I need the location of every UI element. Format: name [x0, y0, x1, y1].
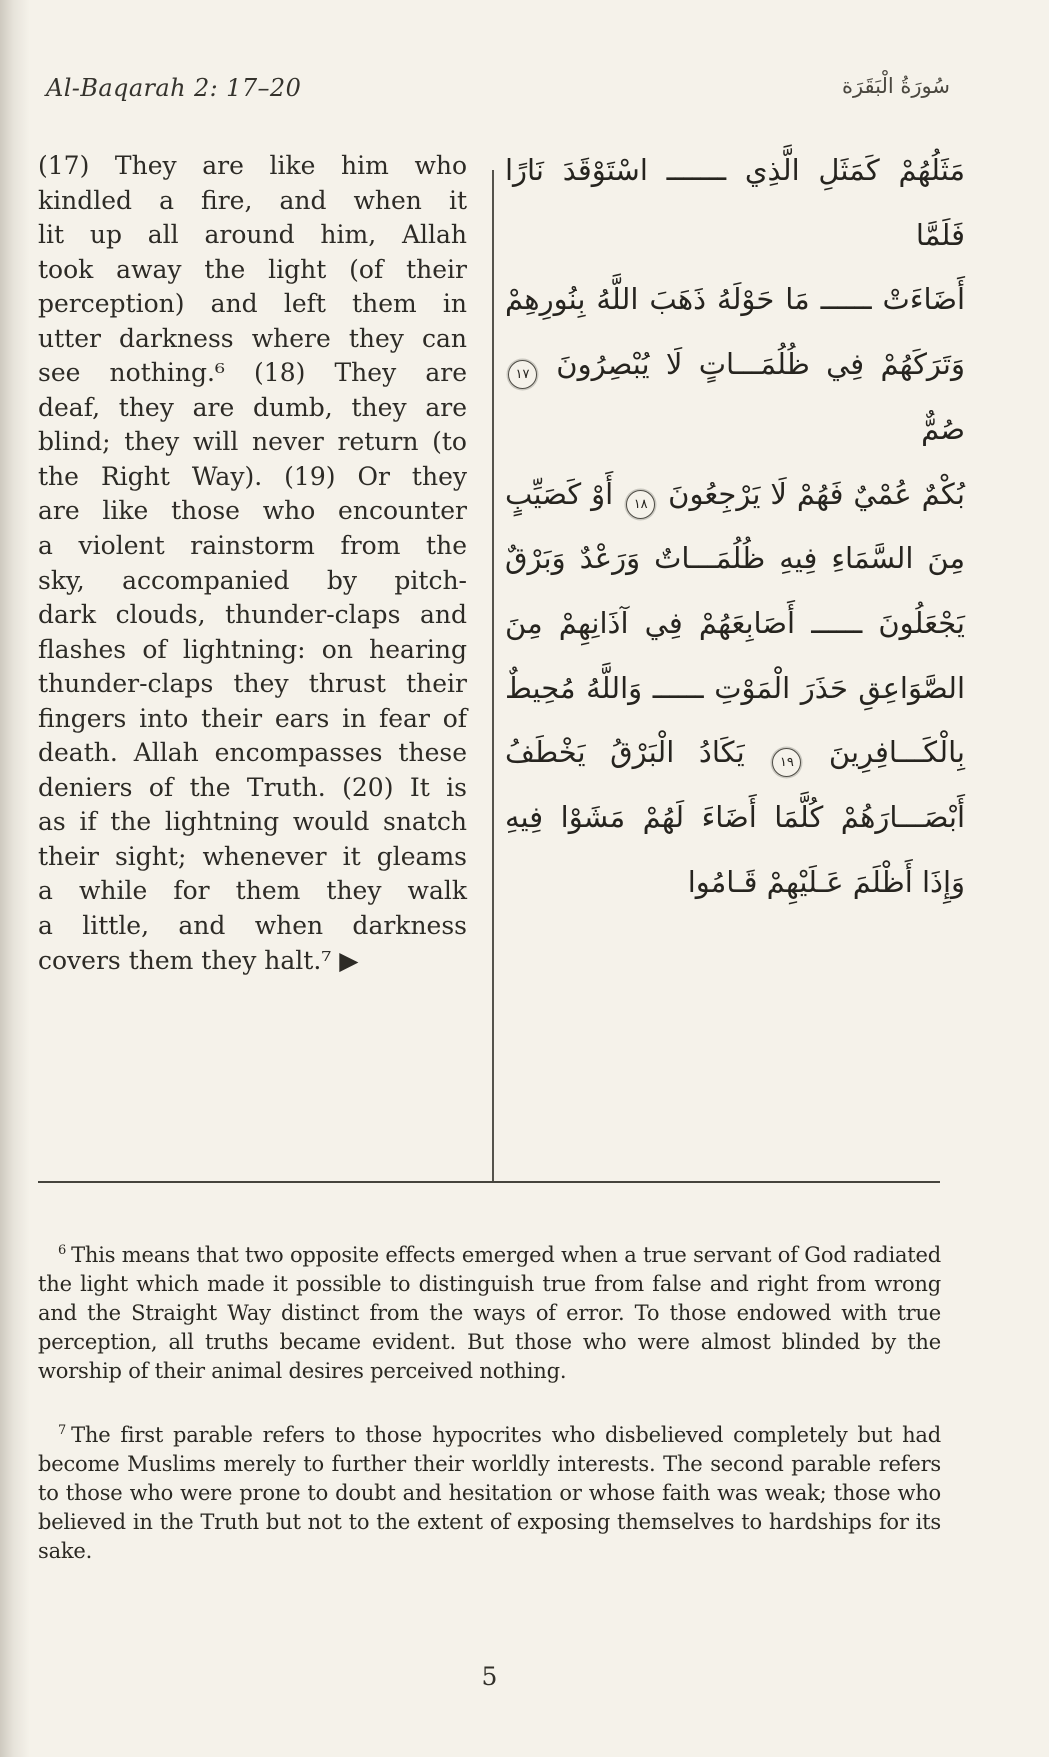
translation-line: a while for them they walk [38, 876, 467, 906]
translation-line: death. Allah encompasses these [38, 738, 467, 768]
translation-line: are like those who encounter [38, 496, 467, 526]
arabic-text-segment: أَضَاءَتْ ــــــ مَا حَوْلَهُ ذَهَبَ اللَّهُ بِنُورِهِمْ [505, 282, 965, 317]
arabic-text-segment: بُكْمٌ عُمْيٌ فَهُمْ لَا يَرْجِعُونَ [658, 476, 965, 511]
translation-line: utter darkness where they can [38, 323, 467, 353]
arabic-column [505, 138, 965, 914]
translation-line: flashes of lightning: on hearing [38, 634, 467, 664]
footnote-7-text: The first parable refers to those hypocrites who disbelieved completely but had become Muslims merely to further their worldly interests. The second parable refers to those who were prone to doubt and hesitation or whose faith was weak; those who believed in the Truth but not to the extent of exposing themselves to hardships for its sake. [38, 1423, 941, 1563]
footnotes-section [38, 1236, 941, 1566]
translation-line: a violent rainstorm from the [38, 531, 467, 561]
arabic-text-segment: وَإِذَا أَظْلَمَ عَـلَيْهِمْ قَـامُوا [687, 864, 965, 899]
footnote-7-marker: 7 [58, 1423, 67, 1438]
translation-line: as if the lightning would snatch [38, 807, 467, 837]
translation-line: deaf, they are dumb, they are [38, 392, 467, 422]
arabic-text-segment: مَثَلُهُمْ كَمَثَلِ الَّذِي ـــــــ اسْتَوْقَدَ نَارًا فَلَمَّا [505, 153, 965, 252]
arabic-text-segment: يَجْعَلُونَ ــــــ أَصَابِعَهُمْ فِي آذَانِهِمْ مِنَ [505, 605, 965, 640]
arabic-text-segment: بِالْكَـــافِرِينَ [804, 735, 965, 770]
translation-line: blind; they will never return (to [38, 427, 467, 457]
translation-line: deniers of the Truth. (20) It is [38, 772, 467, 802]
arabic-text-segment: أَوْ كَصَيِّبٍ [505, 476, 624, 511]
translation-line: see nothing.⁶ (18) They are [38, 358, 467, 388]
translation-line: their sight; whenever it gleams [38, 841, 467, 871]
arabic-line [505, 267, 965, 332]
ayah-number-marker: ١٩ [772, 748, 801, 777]
translation-line: covers them they halt.⁷ ▶ [38, 945, 359, 975]
arabic-text-segment: صُمٌّ [921, 411, 965, 446]
translation-line: thunder-claps they thrust their [38, 669, 467, 699]
surah-title-calligraphy: سُورَةُ الْبَقَرَة [841, 74, 950, 98]
arabic-line [505, 332, 965, 461]
translation-line: lit up all around him, Allah [38, 220, 467, 250]
arabic-line [505, 720, 965, 785]
arabic-line [505, 785, 965, 850]
translation-line: sky, accompanied by pitch- [38, 565, 467, 595]
ayah-number-marker: ١٨ [626, 490, 655, 519]
arabic-line [505, 526, 965, 591]
arabic-text-segment: الصَّوَاعِقِ حَذَرَ الْمَوْتِ ــــــ وَاللَّهُ مُحِيطٌ [505, 670, 965, 705]
arabic-line [505, 591, 965, 656]
translation-column [38, 149, 467, 978]
arabic-line [505, 850, 965, 915]
translation-line: perception) and left them in [38, 289, 467, 319]
arabic-text-segment: مِنَ السَّمَاءِ فِيهِ ظُلُمَـــاتٌ وَرَعْدٌ وَبَرْقٌ [505, 541, 965, 576]
arabic-text-segment: يَكَادُ الْبَرْقُ يَخْطَفُ [505, 735, 770, 770]
ayah-number-marker: ١٧ [508, 360, 537, 389]
page-number: 5 [481, 1662, 498, 1691]
footnote-6-text: This means that two opposite effects emerged when a true servant of God radiated the light which made it possible to distinguish true from false and right from wrong and the Straight Way distinct from the ways of error. To those endowed with true perception, all truths became evident. But those who were almost blinded by the worship of their animal desires perceived nothing. [38, 1243, 941, 1383]
translation-line: (17) They are like him who [38, 151, 467, 180]
translation-line: dark clouds, thunder-claps and [38, 600, 467, 630]
footnote-6 [38, 1236, 941, 1386]
translation-line: fingers into their ears in fear of [38, 703, 467, 733]
translation-line: kindled a fire, and when it [38, 185, 467, 215]
translation-line: a little, and when darkness [38, 911, 467, 941]
footnote-separator-rule [38, 1181, 940, 1183]
translation-line: the Right Way). (19) Or they [38, 461, 467, 491]
page-header-reference: Al-Baqarah 2: 17–20 [46, 74, 302, 102]
arabic-line [505, 138, 965, 267]
translation-line: took away the light (of their [38, 254, 467, 284]
arabic-line [505, 656, 965, 721]
footnote-6-marker: 6 [58, 1243, 67, 1258]
column-divider-line [492, 170, 494, 1182]
footnote-7 [38, 1416, 941, 1566]
arabic-line [505, 462, 965, 527]
arabic-text-segment: أَبْصَـــارَهُمْ كُلَّمَا أَضَاءَ لَهُمْ مَشَوْا فِيهِ [505, 800, 965, 835]
arabic-text-segment: وَتَرَكَهُمْ فِي ظُلُمَـــاتٍ لَا يُبْصِرُونَ [540, 347, 965, 382]
